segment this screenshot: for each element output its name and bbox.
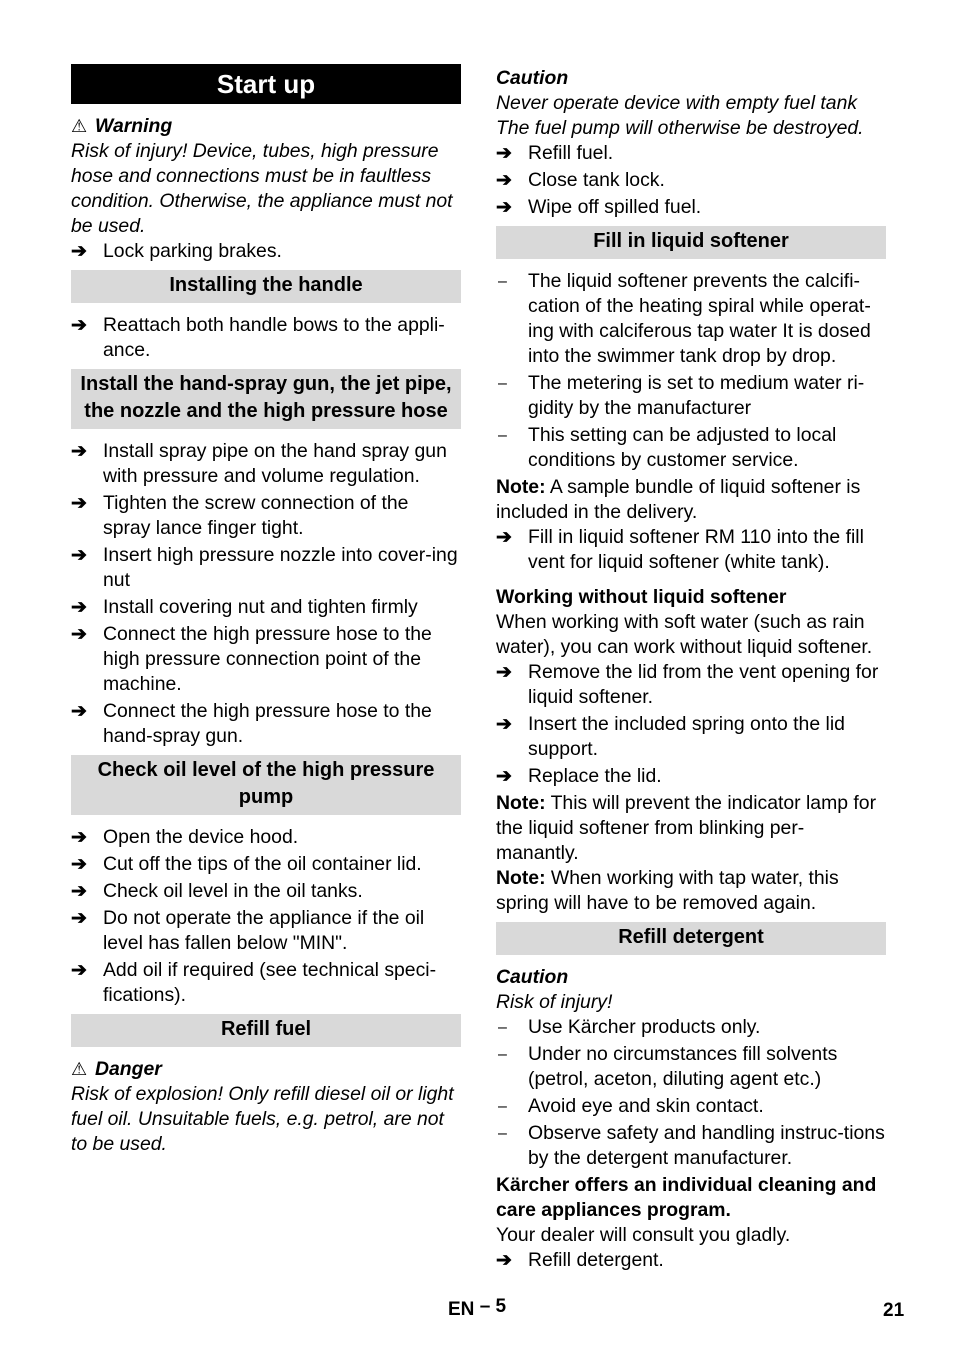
step-item: ➔ Insert high pressure nozzle into cover-ing nut bbox=[71, 544, 458, 591]
right-arrow-icon: ➔ bbox=[71, 315, 87, 336]
step-item: ➔ Connect the high pressure hose to the hand-spray gun. bbox=[71, 700, 432, 747]
warning-triangle-icon: ⚠ bbox=[71, 1059, 88, 1079]
right-arrow-icon: ➔ bbox=[71, 493, 87, 514]
note-paragraph: Note: When working with tap water, this spring will have to be removed again. bbox=[496, 867, 839, 914]
step-item: ➔ Insert the included spring onto the lid support. bbox=[496, 713, 845, 760]
right-arrow-icon: ➔ bbox=[496, 1250, 512, 1271]
caution-label: Caution bbox=[496, 966, 569, 988]
dash-bullet: – bbox=[498, 1046, 507, 1063]
right-arrow-icon: ➔ bbox=[71, 827, 87, 848]
step-item: ➔ Refill detergent. bbox=[496, 1249, 664, 1271]
caution-label: Caution bbox=[496, 67, 569, 89]
dash-bullet: – bbox=[498, 273, 507, 290]
right-arrow-icon: ➔ bbox=[496, 714, 512, 735]
page-title: Start up bbox=[71, 64, 461, 104]
right-arrow-icon: ➔ bbox=[71, 960, 87, 981]
right-arrow-icon: ➔ bbox=[496, 662, 512, 683]
danger-label: ⚠ Danger bbox=[71, 1058, 162, 1080]
karcher-program-text: Kärcher offers an individual cleaning and care appliances program. bbox=[496, 1174, 877, 1221]
step-item: ➔ Do not operate the appliance if the oil level has fallen below "MIN". bbox=[71, 907, 425, 954]
spray-gun-steps bbox=[71, 439, 461, 749]
step-item: ➔ Cut off the tips of the oil container lid. bbox=[71, 853, 422, 875]
step-item: ➔ Wipe off spilled fuel. bbox=[496, 196, 702, 218]
right-arrow-icon: ➔ bbox=[496, 766, 512, 787]
step-item: ➔ Fill in liquid softener RM 110 into the fill vent for liquid softener (white tank). bbox=[496, 526, 864, 573]
right-arrow-icon: ➔ bbox=[71, 441, 87, 462]
dash-bullet: – bbox=[498, 1125, 507, 1142]
right-arrow-icon: ➔ bbox=[496, 527, 512, 548]
dash-item: – The liquid softener prevents the calcifi-cation of the heating spiral while operat-ing with calciferous tap water It is dosed into the swimmer tank drop by drop. bbox=[498, 270, 871, 367]
footer-language: EN – 5 bbox=[448, 1296, 507, 1320]
warning-label: ⚠ Warning bbox=[71, 115, 173, 137]
dash-bullet: – bbox=[498, 427, 507, 444]
danger-text: Risk of explosion! Only refill diesel oil or light fuel oil. Unsuitable fuels, e.g. petrol, are not to be used. bbox=[71, 1083, 454, 1155]
subheading-working-without-softener: Working without liquid softener bbox=[496, 586, 787, 608]
working-text: When working with soft water (such as rain water), you can work without liquid softener. bbox=[496, 611, 873, 658]
dash-item: – Avoid eye and skin contact. bbox=[498, 1095, 764, 1117]
dash-bullet: – bbox=[498, 1019, 507, 1036]
dash-item: – Use Kärcher products only. bbox=[498, 1016, 761, 1038]
warning-triangle-icon: ⚠ bbox=[71, 116, 88, 136]
right-arrow-icon: ➔ bbox=[71, 881, 87, 902]
right-arrow-icon: ➔ bbox=[71, 908, 87, 929]
dash-bullet: – bbox=[498, 1098, 507, 1115]
section-heading-refill-fuel: Refill fuel bbox=[71, 1014, 461, 1047]
step-item: ➔ Close tank lock. bbox=[496, 169, 665, 191]
caution-text: Risk of injury! bbox=[496, 991, 613, 1013]
section-heading-detergent: Refill detergent bbox=[496, 922, 886, 955]
section-heading-softener: Fill in liquid softener bbox=[496, 226, 886, 259]
dealer-text: Your dealer will consult you gladly. bbox=[496, 1224, 791, 1246]
step-item: ➔ Reattach both handle bows to the appli-ance. bbox=[71, 314, 445, 361]
right-arrow-icon: ➔ bbox=[496, 197, 512, 218]
step-item: ➔ Lock parking brakes. bbox=[71, 240, 282, 262]
step-item: ➔ Open the device hood. bbox=[71, 826, 299, 848]
dash-item: – Under no circumstances fill solvents (petrol, aceton, diluting agent etc.) bbox=[498, 1043, 838, 1090]
step-item: ➔ Replace the lid. bbox=[496, 765, 662, 787]
section-heading-oil-level: Check oil level of the high pressure pump bbox=[71, 755, 461, 815]
step-item: ➔ Tighten the screw connection of the spray lance finger tight. bbox=[71, 492, 409, 539]
warning-text: Risk of injury! Device, tubes, high pressure hose and connections must be in faultless condition. Otherwise, the appliance must not be used. bbox=[71, 140, 453, 237]
section-heading-handle: Installing the handle bbox=[71, 270, 461, 303]
note-paragraph: Note: This will prevent the indicator lamp for the liquid softener from blinking per-manantly. bbox=[496, 792, 877, 864]
right-arrow-icon: ➔ bbox=[71, 241, 87, 262]
right-arrow-icon: ➔ bbox=[71, 624, 87, 645]
right-arrow-icon: ➔ bbox=[496, 143, 512, 164]
section-heading-spray-gun: Install the hand-spray gun, the jet pipe, the nozzle and the high pressure hose bbox=[71, 369, 461, 429]
note-paragraph: Note: A sample bundle of liquid softener is included in the delivery. bbox=[496, 476, 861, 523]
caution-text: Never operate device with empty fuel tank The fuel pump will otherwise be destroyed. bbox=[496, 92, 864, 139]
right-arrow-icon: ➔ bbox=[71, 597, 87, 618]
step-item: ➔ Install covering nut and tighten firmly bbox=[71, 596, 418, 618]
right-arrow-icon: ➔ bbox=[496, 170, 512, 191]
right-arrow-icon: ➔ bbox=[71, 854, 87, 875]
step-item: ➔ Refill fuel. bbox=[496, 142, 614, 164]
dash-item: – Observe safety and handling instruc-tions by the detergent manufacturer. bbox=[498, 1122, 885, 1169]
step-item: ➔ Check oil level in the oil tanks. bbox=[71, 880, 363, 902]
step-item: ➔ Remove the lid from the vent opening for liquid softener. bbox=[496, 661, 879, 708]
dash-item: – This setting can be adjusted to local conditions by customer service. bbox=[498, 424, 837, 471]
step-item: ➔ Add oil if required (see technical speci-fications). bbox=[71, 959, 437, 1006]
dash-bullet: – bbox=[498, 375, 507, 392]
right-column bbox=[496, 62, 886, 1275]
step-item: ➔ Connect the high pressure hose to the high pressure connection point of the machine. bbox=[71, 623, 432, 695]
step-item: ➔ Install spray pipe on the hand spray gun with pressure and volume regulation. bbox=[71, 440, 447, 487]
left-column bbox=[71, 62, 461, 1157]
oil-steps bbox=[71, 825, 461, 1008]
right-arrow-icon: ➔ bbox=[71, 545, 87, 566]
dash-item: – The metering is set to medium water ri-gidity by the manufacturer bbox=[498, 372, 865, 419]
right-arrow-icon: ➔ bbox=[71, 701, 87, 722]
page-number: 21 bbox=[883, 1300, 905, 1321]
